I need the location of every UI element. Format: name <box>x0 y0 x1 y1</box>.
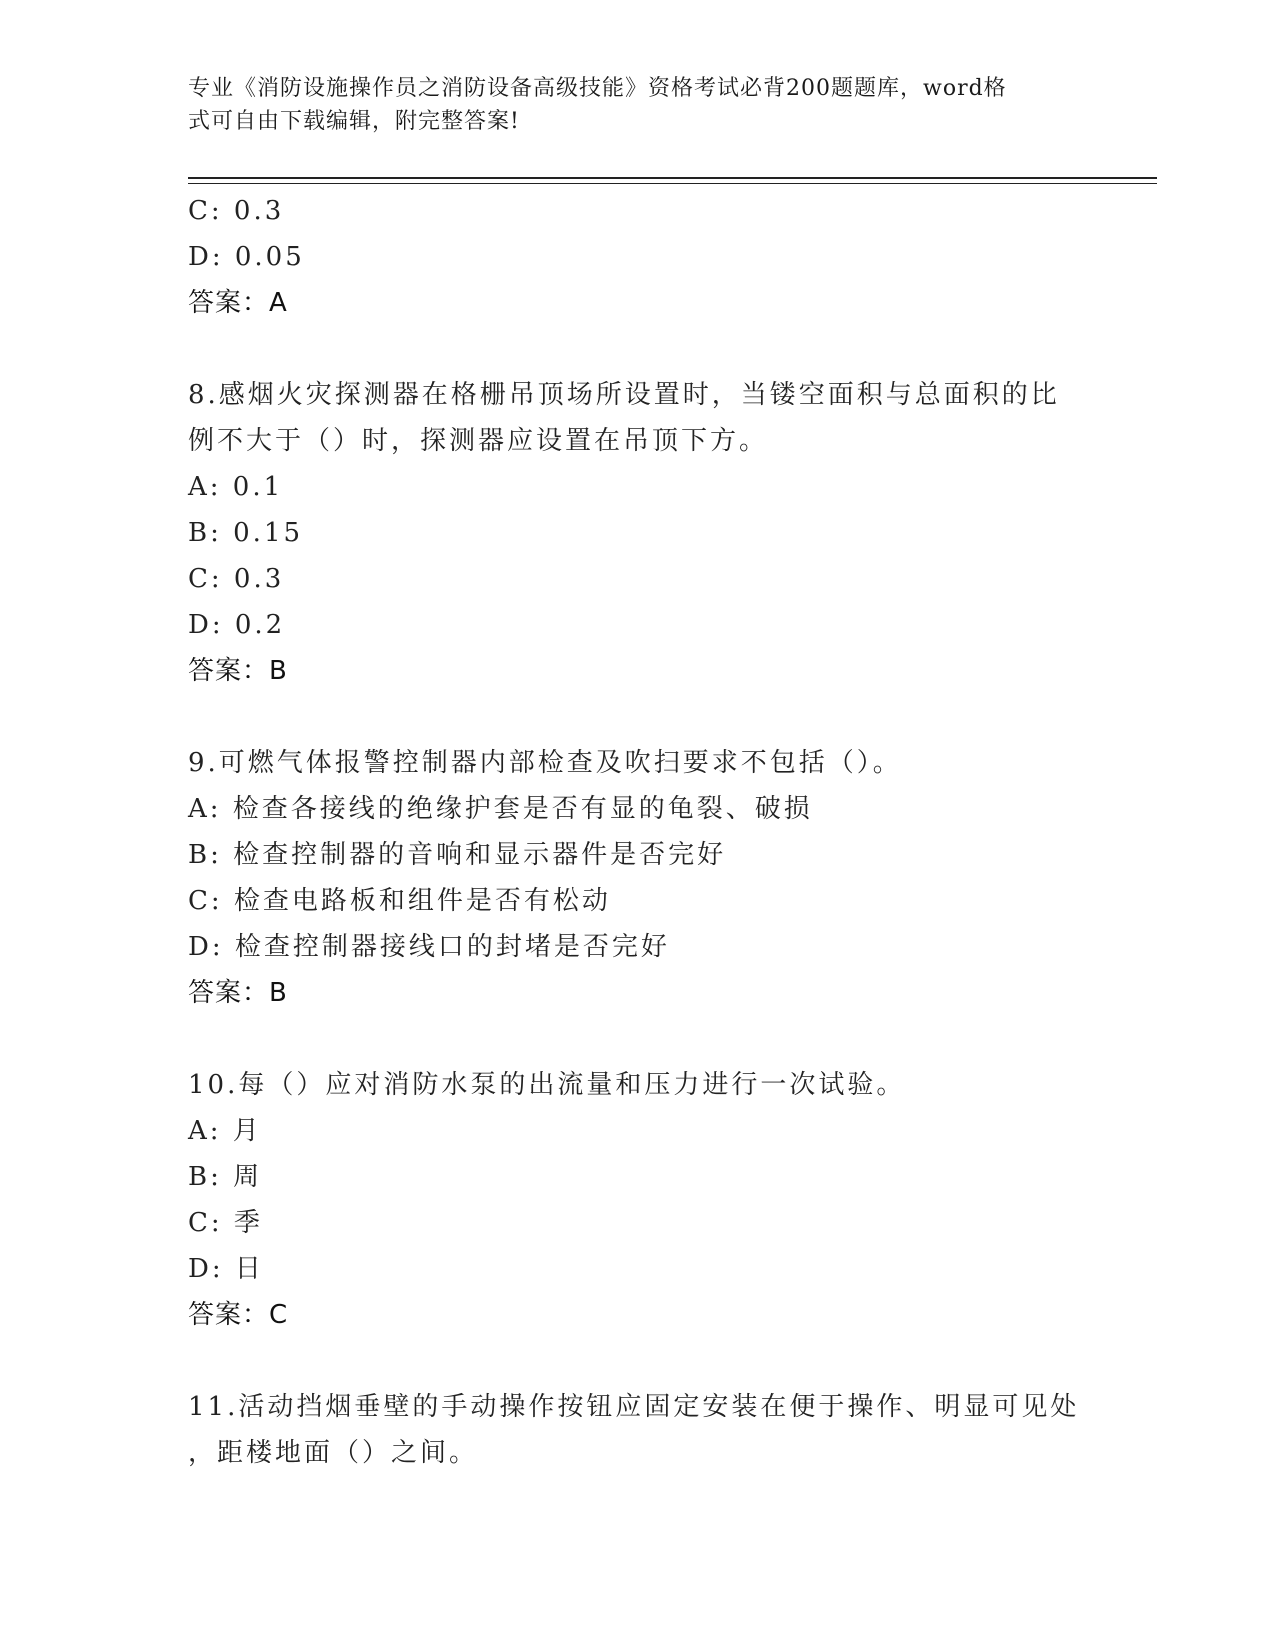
header-line-1: 专业《消防设施操作员之消防设备高级技能》资格考试必背200题题库，word格 <box>188 76 1007 101</box>
question-8 <box>188 372 1088 694</box>
question-stem-continued: 例不大于（）时，探测器应设置在吊顶下方。 <box>188 426 769 456</box>
spacer <box>188 1016 1088 1062</box>
question-10 <box>188 1062 1088 1338</box>
previous-question-tail <box>188 188 1088 326</box>
question-stem: 11.活动挡烟垂壁的手动操作按钮应固定安装在便于操作、明显可见处 <box>188 1392 1080 1422</box>
answer-line: 答案：A <box>188 288 288 318</box>
option-b: B: 周 <box>188 1162 263 1192</box>
option-b: B: 0.15 <box>188 518 304 548</box>
option-b: B: 检查控制器的音响和显示器件是否完好 <box>188 840 727 870</box>
option-a: A: 0.1 <box>188 472 284 502</box>
question-stem: 9.可燃气体报警控制器内部检查及吹扫要求不包括（）。 <box>188 748 902 778</box>
document-header <box>188 72 1068 138</box>
answer-line: 答案：C <box>188 1300 289 1330</box>
option-d: D: 检查控制器接线口的封堵是否完好 <box>188 932 670 962</box>
header-divider-thick <box>188 177 1157 179</box>
question-stem-continued: ，距楼地面（）之间。 <box>188 1438 479 1468</box>
question-content <box>188 188 1088 1476</box>
header-divider-thin <box>188 183 1157 184</box>
option-a: A: 月 <box>188 1116 262 1146</box>
option-c: C: 检查电路板和组件是否有松动 <box>188 886 611 916</box>
spacer <box>188 694 1088 740</box>
option-c: C: 季 <box>188 1208 263 1238</box>
answer-line: 答案：B <box>188 656 288 686</box>
question-stem: 10.每（）应对消防水泵的出流量和压力进行一次试验。 <box>188 1070 906 1100</box>
header-line-2: 式可自由下载编辑，附完整答案! <box>188 109 520 134</box>
option-d: D: 日 <box>188 1254 264 1284</box>
option-d: D: 0.05 <box>188 242 305 272</box>
option-c: C: 0.3 <box>188 196 285 226</box>
answer-line: 答案：B <box>188 978 288 1008</box>
spacer <box>188 1338 1088 1384</box>
option-d: D: 0.2 <box>188 610 286 640</box>
question-9 <box>188 740 1088 1016</box>
question-stem: 8.感烟火灾探测器在格栅吊顶场所设置时，当镂空面积与总面积的比 <box>188 380 1060 410</box>
option-a: A: 检查各接线的绝缘护套是否有显的龟裂、破损 <box>188 794 813 824</box>
question-11 <box>188 1384 1088 1476</box>
spacer <box>188 326 1088 372</box>
option-c: C: 0.3 <box>188 564 285 594</box>
